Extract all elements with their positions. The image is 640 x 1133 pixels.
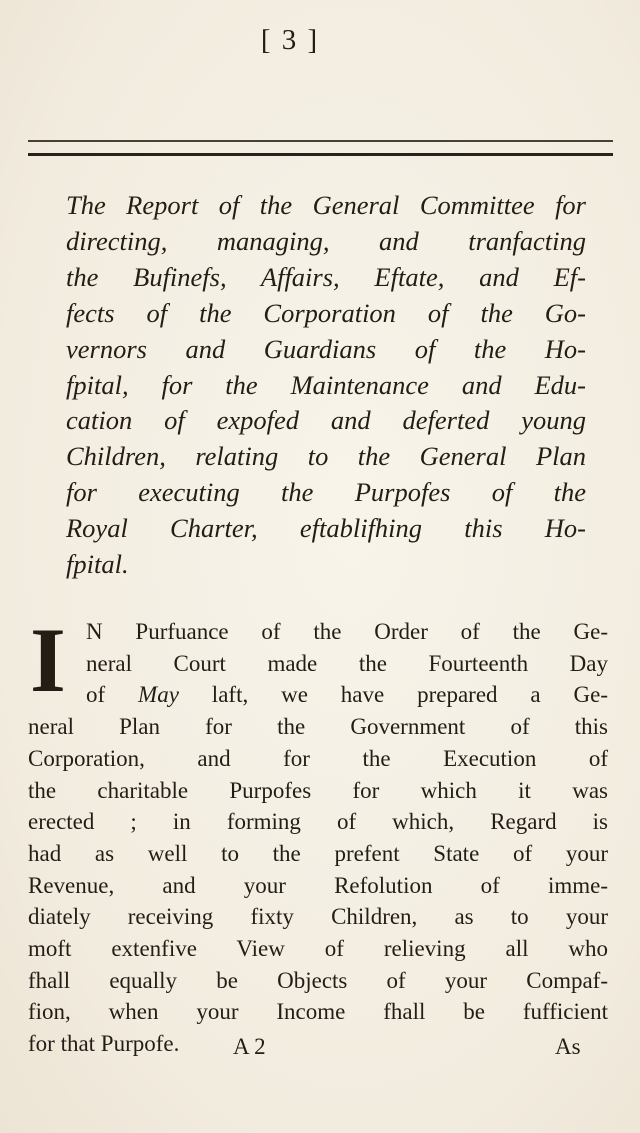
header-rule-thin — [28, 140, 613, 142]
title-line: directing, managing, and tranfacting — [66, 225, 586, 256]
header-rule-thick — [28, 153, 613, 156]
body-line: had as well to the prefent State of your — [28, 840, 608, 866]
page-number: [ 3 ] — [260, 24, 320, 56]
body-line: erected ; in forming of which, Regard is — [28, 809, 608, 835]
report-title — [66, 188, 586, 583]
title-line: fpital, for the Maintenance and Edu- — [66, 369, 586, 400]
title-line: for executing the Purpofes of the — [66, 477, 586, 508]
title-line: Royal Charter, eftablifhing this Ho- — [66, 513, 586, 544]
body-line: N Purfuance of the Order of the Ge- — [86, 619, 608, 644]
title-line: fpital. — [66, 549, 129, 580]
title-line: The Report of the General Committee for — [66, 190, 586, 220]
catchword: As — [555, 1034, 581, 1059]
title-line: fects of the Corporation of the Go- — [66, 297, 586, 328]
body-line: Revenue, and your Refolution of imme- — [28, 872, 608, 898]
title-line: vernors and Guardians of the Ho- — [66, 333, 586, 364]
body-line: moft extenfive View of relieving all who — [28, 936, 608, 962]
body-paragraph — [28, 609, 608, 1060]
body-line-text: of — [86, 682, 139, 708]
body-line: neral Court made the Fourteenth Day — [86, 650, 608, 676]
body-line: neral Plan for the Government of this — [28, 714, 608, 740]
title-line: cation of expofed and deferted young — [66, 405, 586, 436]
title-line: the Bufinefs, Affairs, Eftate, and Ef- — [66, 261, 586, 292]
body-line — [28, 679, 608, 711]
month-name: May — [138, 682, 179, 708]
drop-cap: I — [30, 609, 66, 711]
body-line: for that Purpofe. — [28, 1031, 180, 1057]
body-line: Corporation, and for the Execution of — [28, 745, 608, 771]
body-line: fion, when your Income fhall be fufficient — [28, 999, 608, 1025]
title-line: Children, relating to the General Plan — [66, 441, 586, 472]
signature-mark: A 2 — [233, 1034, 266, 1059]
body-line: the charitable Purpofes for which it was — [28, 777, 608, 803]
body-line: diately receiving fixty Children, as to your — [28, 904, 608, 930]
body-line: fhall equally be Objects of your Compaf- — [28, 967, 608, 993]
body-line-text: laft, we have prepared a Ge- — [178, 682, 608, 708]
